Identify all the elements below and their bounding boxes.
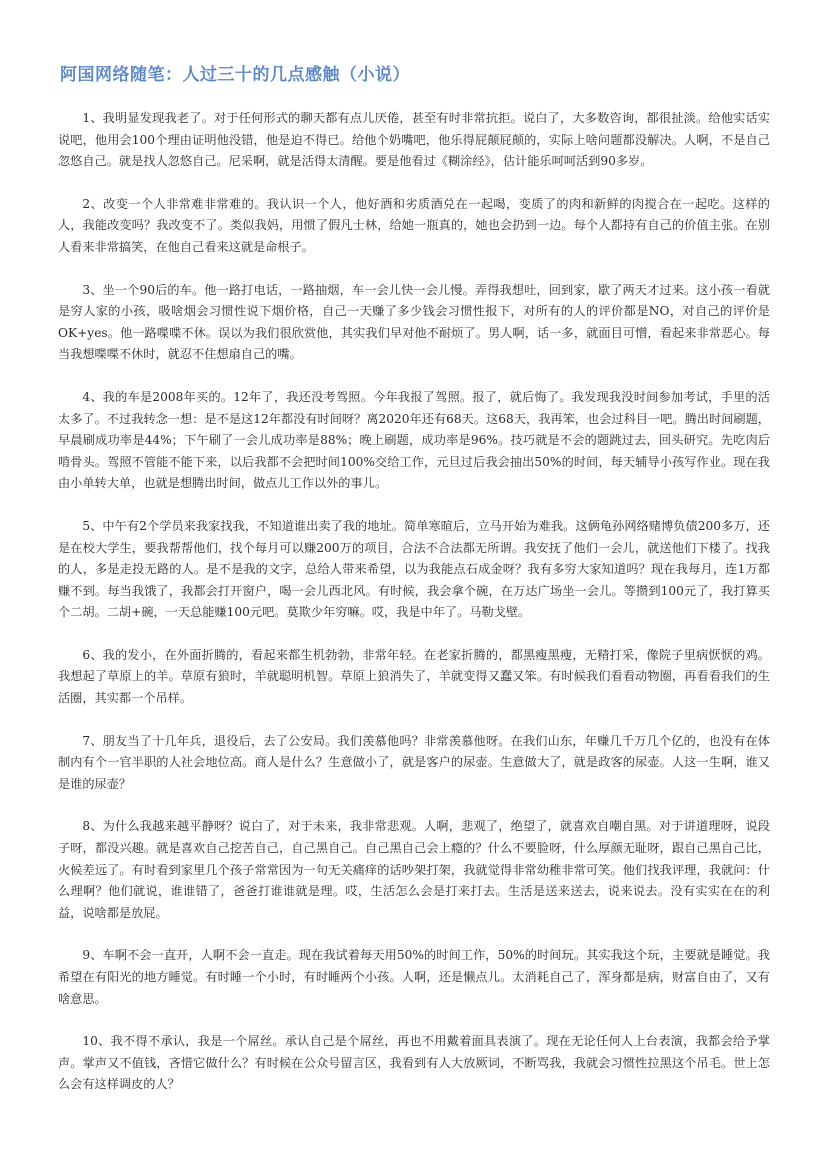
paragraph-1: 1、我明显发现我老了。对于任何形式的聊天都有点儿厌倦，甚至有时非常抗拒。说白了，大多数咨询，都很扯淡。给他实话实说吧，他用会100个理由证明他没错，他是迫不得已。给他个奶嘴吧，他乐得屁颠屁颠的，实际上啥问题都没解决。人啊，不是自己忽悠自己。就是找人忽悠自己。尼采啊，就是活得太清醒。要是他看过《糊涂经》，估计能乐呵呵活到90多岁。 [58,111,770,169]
paragraph-2: 2、改变一个人非常难非常难的。我认识一个人，他好酒和劣质酒兑在一起喝，变质了的肉和新鲜的肉搅合在一起吃。这样的人，我能改变吗？我改变不了。类似我妈，用惯了假凡士林，给她一瓶真的，她也会扔到一边。每个人都持有自己的价值主张。在别人看来非常搞笑，在他自己看来这就是命根子。 [58,196,770,254]
document-title: 阿国网络随笔：人过三十的几点感触（小说） [60,65,410,85]
paragraph-3: 3、坐一个90后的车。他一路打电话，一路抽烟，车一会儿快一会儿慢。弄得我想吐，回到家，歇了两天才过来。这小孩一看就是穷人家的小孩，吸啥烟会习惯性说下烟价格，自己一天赚了多少钱会习惯性报下，对所有的人的评价都是NO，对自己的评价是OK+yes。他一路喋喋不休。误以为我们很欣赏他，其实我们早对他不耐烦了。男人啊，话一多，就面目可憎，看起来非常恶心。每当我想喋喋不休时，就忍不住想扇自己的嘴。 [58,282,770,362]
paragraph-7: 7、朋友当了十几年兵，退役后，去了公安局。我们羡慕他吗？非常羡慕他呀。在我们山东，年赚几千万几个亿的，也没有在体制内有个一官半职的人社会地位高。商人是什么？生意做小了，就是客户的尿壶。生意做大了，就是政客的尿壶。人这一生啊，谁又是谁的尿壶？ [58,733,770,791]
paragraph-10: 10、我不得不承认，我是一个屌丝。承认自己是个屌丝，再也不用戴着面具表演了。现在无论任何人上台表演，我都会给予掌声。掌声又不值钱，吝惜它做什么？有时候在公众号留言区，我看到有人大放厥词，不断骂我，我就会习惯性拉黑这个吊毛。世上怎么会有这样调皮的人？ [58,1034,770,1092]
paragraph-8: 8、为什么我越来越平静呀？说白了，对于未来，我非常悲观。人啊，悲观了，绝望了，就喜欢自嘲自黑。对于讲道理呀，说段子呀，都没兴趣。就是喜欢自己挖苦自己，自己黑自己。自己黑自己会上瘾的？什么不要脸呀，什么厚颜无耻呀，跟自己黑自己比，火候差远了。有时看到家里几个孩子常常因为一句无关痛痒的话吵架打架，我就觉得非常幼稚非常可笑。他们找我评理，我就问：什么理啊？他们就说，谁谁错了，爸爸打谁谁就是理。哎，生活怎么会是打来打去。生活是送来送去，说来说去。没有实实在在的利益，说啥都是放屁。 [58,819,770,920]
document-page [58,62,770,1117]
paragraph-5: 5、中午有2个学员来我家找我，不知道谁出卖了我的地址。简单寒暄后，立马开始为难我。这俩龟孙网络赌博负债200多万，还是在校大学生，要我帮帮他们，找个每月可以赚200万的项目，合法不合法都无所谓。我安抚了他们一会儿，就送他们下楼了。找我的人，多是走投无路的人。是不是我的文字，总给人带来希望，以为我能点石成金呀？我有多穷大家知道吗？现在我每月，连1万都赚不到。每当我饿了，我都会打开窗户，喝一会儿西北风。有时候，我会拿个碗，在万达广场坐一会儿。等攒到100元了，我打算买个二胡。二胡+碗，一天总能赚100元吧。莫欺少年穷嘛。哎，我是中年了。马勒戈壁。 [58,518,770,620]
paragraph-9: 9、车啊不会一直开，人啊不会一直走。现在我试着每天用50%的时间工作，50%的时间玩。其实我这个玩，主要就是睡觉。我希望在有阳光的地方睡觉。有时睡一个小时，有时睡两个小孩。人啊，还是懒点儿。太消耗自己了，浑身都是病，财富自由了，又有啥意思。 [58,948,770,1006]
paragraph-6: 6、我的发小，在外面折腾的，看起来都生机勃勃，非常年轻。在老家折腾的，都黑瘦黑瘦，无精打采，像院子里病恹恹的鸡。我想起了草原上的羊。草原有狼时，羊就聪明机智。草原上狼消失了，羊就变得又蠢又笨。有时候我们看看动物圈，再看看我们的生活圈，其实都一个吊样。 [58,647,770,706]
paragraph-4: 4、我的车是2008年买的。12年了，我还没考驾照。今年我报了驾照。报了，就后悔了。我发现我没时间参加考试，手里的活太多了。不过我转念一想：是不是这12年都没有时间呀？离2020年还有68天。这68天，我再笨，也会过科目一吧。腾出时间刷题，早晨刷成功率是44%；下午刷了一会儿成功率是88%；晚上刷题，成功率是96%。技巧就是不会的题跳过去，回头研究。先吃肉后啃骨头。驾照不管能不能下来，以后我都不会把时间100%交给工作，元旦过后我会抽出50%的时间，每天辅导小孩写作业。现在我由小单转大单，也就是想腾出时间，做点儿工作以外的事儿。 [58,389,770,491]
